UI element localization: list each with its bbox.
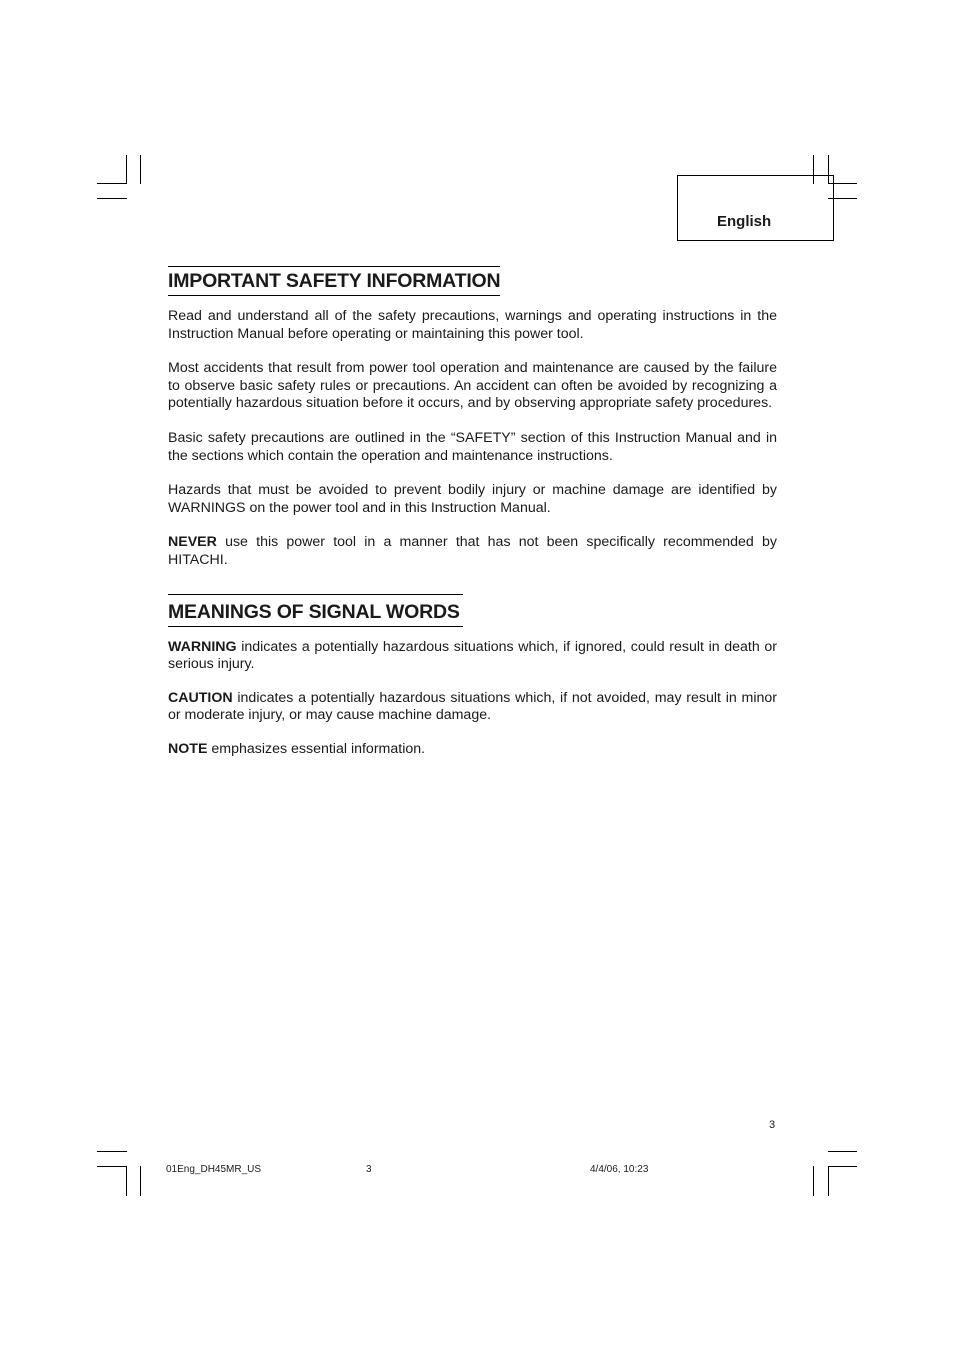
footer-page: 3 bbox=[366, 1164, 372, 1175]
crop-mark bbox=[126, 155, 127, 184]
crop-mark bbox=[126, 1166, 127, 1196]
crop-mark bbox=[97, 183, 127, 184]
warning-text: indicates a potentially hazardous situations which, if ignored, could result in death or serious injury. bbox=[168, 638, 777, 673]
note-keyword: NOTE bbox=[168, 740, 208, 757]
paragraph-never bbox=[168, 534, 777, 569]
crop-mark bbox=[140, 1166, 141, 1196]
crop-mark bbox=[828, 1166, 829, 1196]
main-content bbox=[168, 266, 777, 759]
section-title-safety: IMPORTANT SAFETY INFORMATION bbox=[168, 266, 500, 296]
paragraph: Most accidents that result from power tool operation and maintenance are caused by the failure to observe basic safety rules or precautions. An accident can often be avoided by recognizing a potentially hazardous situation before it occurs, and by observing appropriate safety procedures. bbox=[168, 360, 777, 412]
paragraph: Hazards that must be avoided to prevent bodily injury or machine damage are identified by WARNINGS on the power tool and in this Instruction Manual. bbox=[168, 482, 777, 516]
crop-mark bbox=[97, 1166, 127, 1167]
paragraph-note bbox=[168, 741, 777, 759]
crop-mark bbox=[140, 155, 141, 184]
crop-mark bbox=[813, 1166, 814, 1196]
language-tab bbox=[677, 175, 834, 241]
note-text: emphasizes essential information. bbox=[207, 740, 426, 757]
caution-keyword: CAUTION bbox=[168, 689, 233, 706]
crop-mark bbox=[828, 1166, 857, 1167]
crop-mark bbox=[97, 198, 127, 199]
section-title-signal-words: MEANINGS OF SIGNAL WORDS bbox=[168, 594, 463, 627]
paragraph-warning bbox=[168, 639, 777, 674]
footer-filename: 01Eng_DH45MR_US bbox=[166, 1164, 262, 1175]
caution-text: indicates a potentially hazardous situations which, if not avoided, may result in minor or moderate injury, or may cause machine damage. bbox=[168, 689, 777, 724]
never-keyword: NEVER bbox=[168, 534, 217, 551]
language-label: English bbox=[717, 213, 772, 230]
paragraph: Basic safety precautions are outlined in the “SAFETY” section of this Instruction Manual and in the sections which contain the operation and maintenance instructions. bbox=[168, 429, 777, 464]
crop-mark bbox=[828, 1151, 857, 1152]
page-number: 3 bbox=[769, 1119, 776, 1131]
paragraph-caution bbox=[168, 690, 777, 725]
never-text: use this power tool in a manner that has not been specifically recommended by HITACHI. bbox=[168, 534, 777, 568]
footer-timestamp: 4/4/06, 10:23 bbox=[590, 1164, 649, 1175]
paragraph: Read and understand all of the safety precautions, warnings and operating instructions in the Instruction Manual before operating or maintaining this power tool. bbox=[168, 308, 777, 342]
warning-keyword: WARNING bbox=[168, 638, 237, 655]
crop-mark bbox=[97, 1151, 127, 1152]
